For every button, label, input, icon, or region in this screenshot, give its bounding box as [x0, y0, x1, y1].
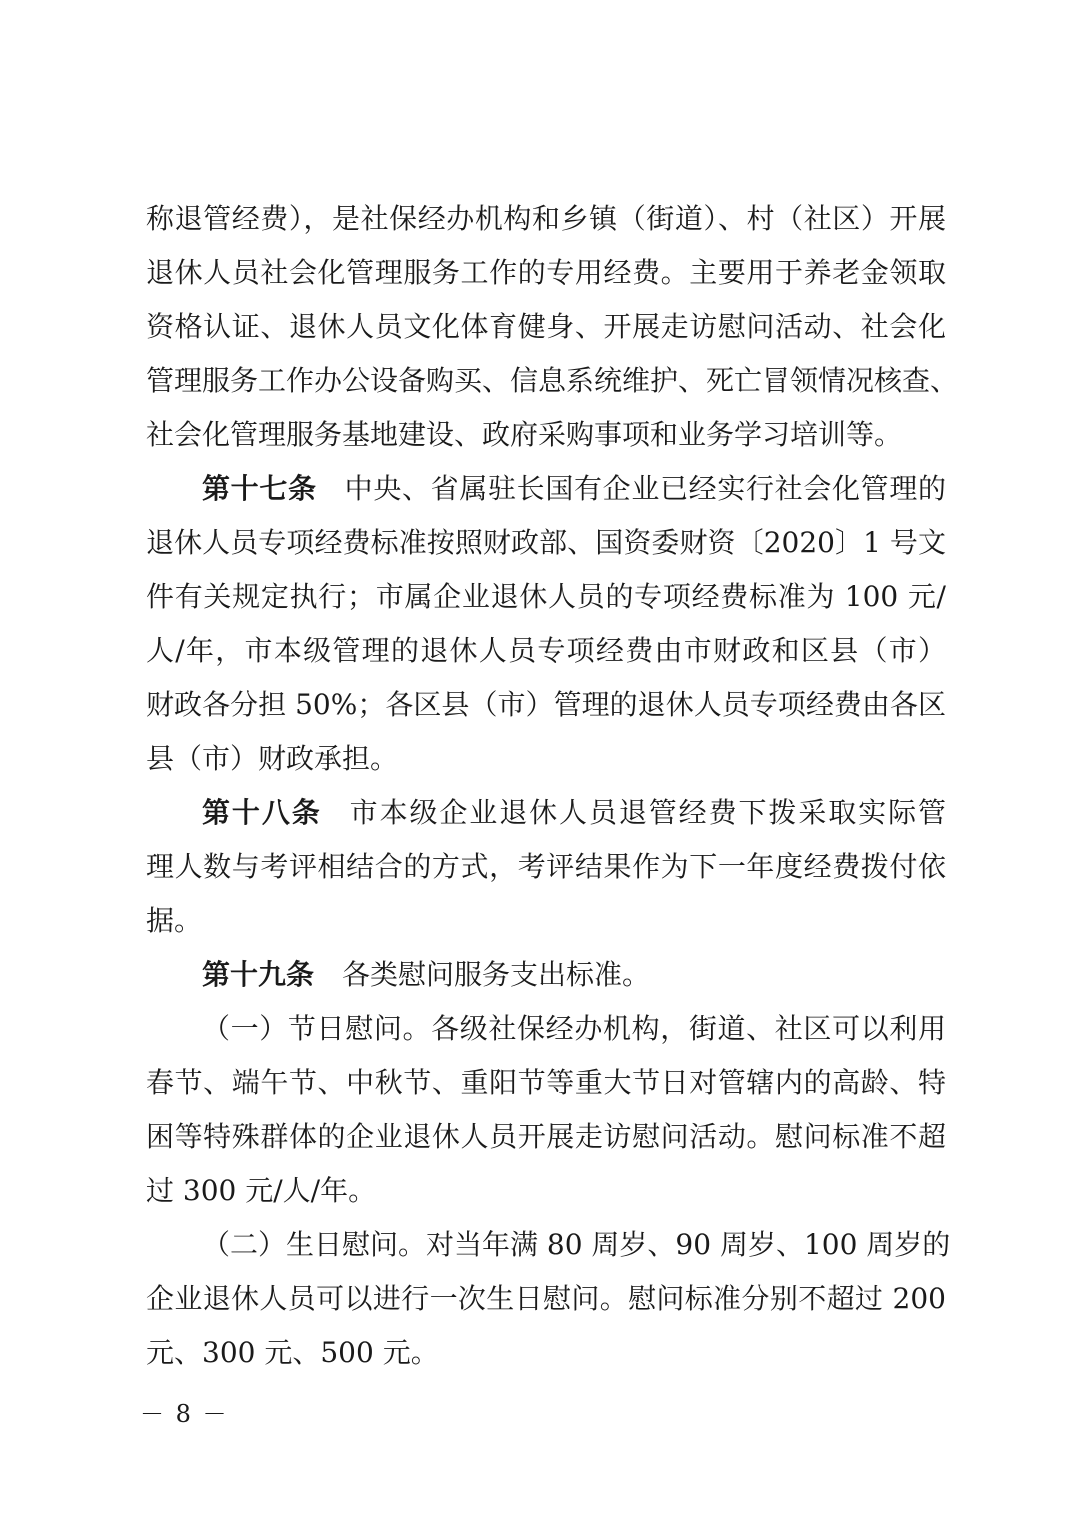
text-line	[146, 678, 946, 732]
line-text: 退休人员社会化管理服务工作的专用经费。主要用于养老金领取	[146, 256, 946, 289]
text-line	[146, 300, 946, 354]
line-text: 退休人员专项经费标准按照财政部、国资委财资〔2020〕1 号文	[146, 526, 946, 559]
line-text: 困等特殊群体的企业退休人员开展走访慰问活动。慰问标准不超	[146, 1120, 946, 1153]
line-text: 春节、端午节、中秋节、重阳节等重大节日对管辖内的高龄、特	[146, 1066, 946, 1099]
text-line	[146, 1164, 946, 1218]
article-18-title: 第十八条	[202, 796, 322, 829]
text-line	[146, 408, 946, 462]
line-text: 人/年，市本级管理的退休人员专项经费由市财政和区县（市）	[146, 634, 946, 667]
text-line	[146, 624, 946, 678]
text-line	[202, 1002, 946, 1056]
text-line	[146, 1056, 946, 1110]
line-text: 中央、省属驻长国有企业已经实行社会化管理的	[344, 472, 946, 505]
text-line	[146, 570, 946, 624]
line-text: 据。	[146, 904, 203, 937]
text-line	[146, 516, 946, 570]
text-line	[146, 1272, 946, 1326]
line-text: 市本级企业退休人员退管经费下拨采取实际管	[349, 796, 946, 829]
article-17-line	[202, 462, 946, 516]
article-19-title: 第十九条	[202, 958, 315, 991]
line-text: 资格认证、退休人员文化体育健身、开展走访慰问活动、社会化	[146, 310, 946, 343]
line-text: 各类慰问服务支出标准。	[342, 958, 651, 991]
line-text: 财政各分担 50%；各区县（市）管理的退休人员专项经费由各区	[146, 688, 946, 721]
line-text: 元、300 元、500 元。	[146, 1336, 439, 1369]
text-line	[146, 1110, 946, 1164]
text-line	[146, 1326, 946, 1380]
line-text: 过 300 元/人/年。	[146, 1174, 377, 1207]
text-line	[202, 1218, 951, 1272]
article-18-line	[202, 786, 946, 840]
line-text: 社会化管理服务基地建设、政府采购事项和业务学习培训等。	[146, 418, 903, 451]
line-text: 县（市）财政承担。	[146, 742, 399, 775]
line-text: 称退管经费），是社保经办机构和乡镇（街道）、村（社区）开展	[146, 202, 946, 235]
text-line	[146, 192, 946, 246]
text-line	[146, 840, 946, 894]
text-line	[146, 894, 946, 948]
text-line	[146, 354, 959, 408]
line-text: 件有关规定执行；市属企业退休人员的专项经费标准为 100 元/	[146, 580, 946, 613]
article-19-line	[202, 948, 946, 1002]
text-line	[146, 732, 946, 786]
line-text: （一）节日慰问。各级社保经办机构，街道、社区可以利用	[202, 1012, 946, 1045]
article-17-title: 第十七条	[202, 472, 317, 505]
line-text: （二）生日慰问。对当年满 80 周岁、90 周岁、100 周岁的	[202, 1228, 951, 1261]
text-line	[146, 246, 946, 300]
page-number: － 8 －	[140, 1400, 229, 1428]
line-text: 理人数与考评相结合的方式，考评结果作为下一年度经费拨付依	[146, 850, 946, 883]
line-text: 管理服务工作办公设备购买、信息系统维护、死亡冒领情况核查、	[146, 364, 959, 397]
line-text: 企业退休人员可以进行一次生日慰问。慰问标准分别不超过 200	[146, 1282, 946, 1315]
